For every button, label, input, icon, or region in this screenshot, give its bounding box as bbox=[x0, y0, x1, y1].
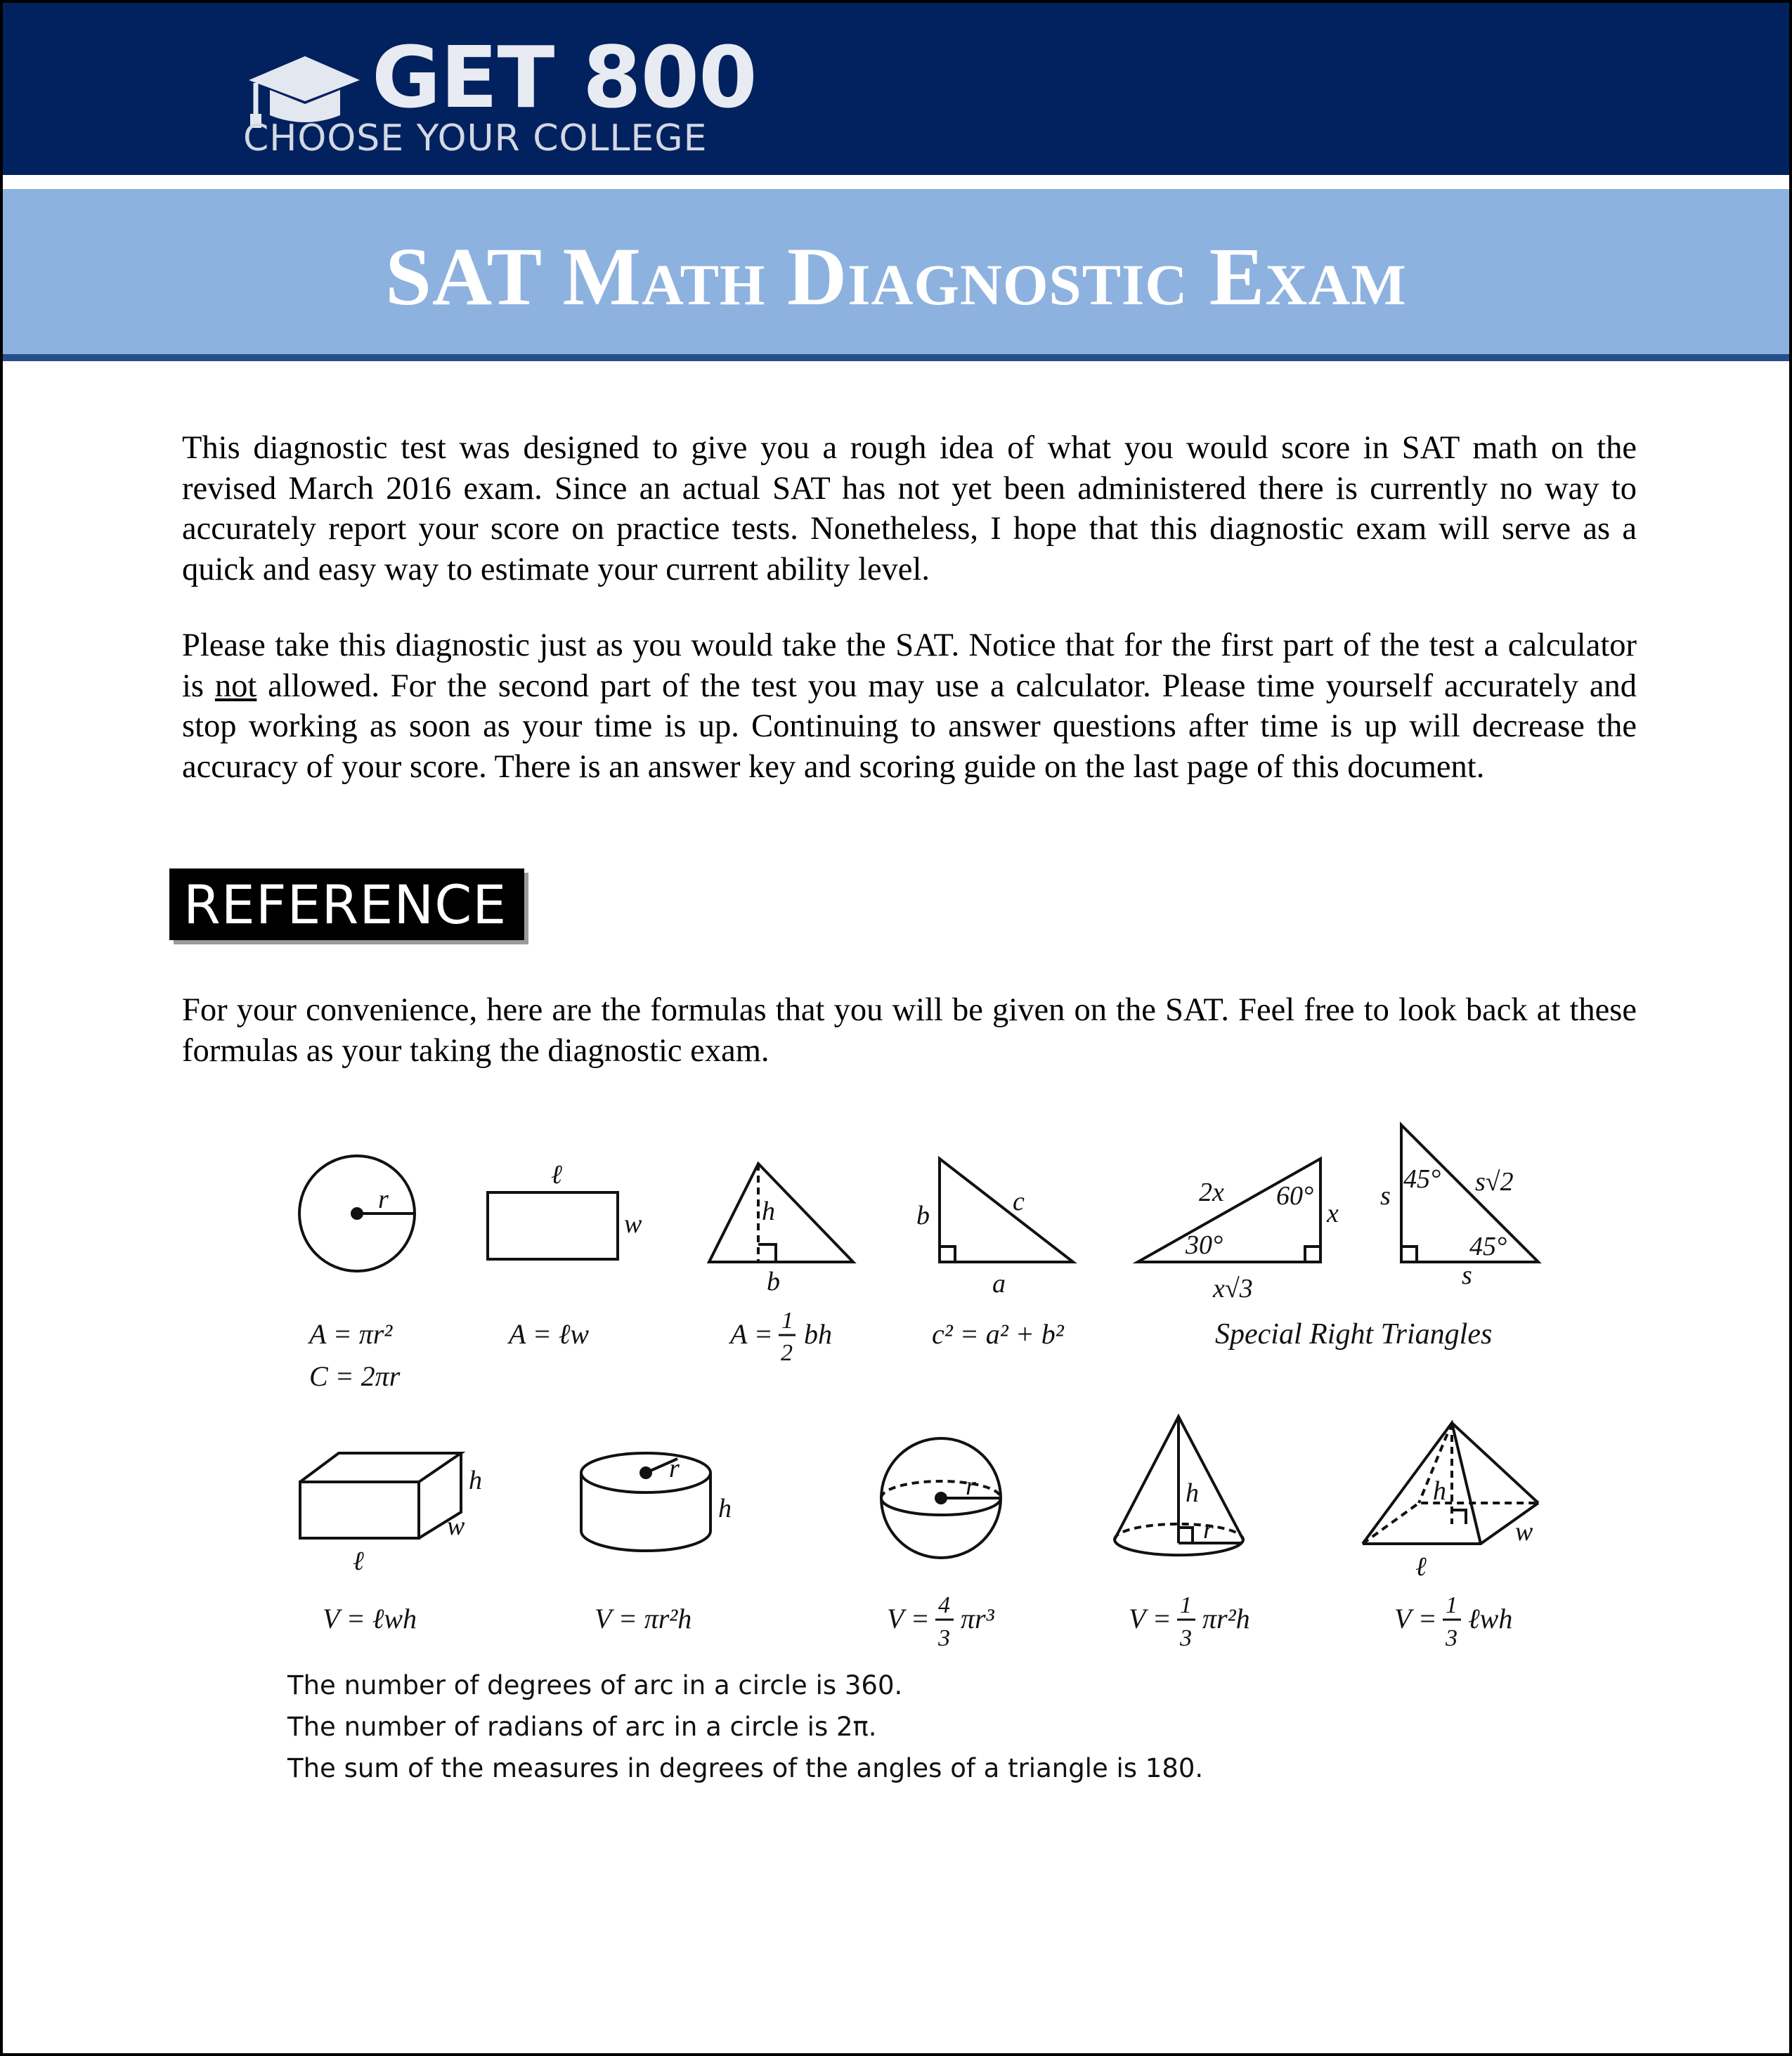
t30-2x-label: 2x bbox=[1199, 1178, 1224, 1207]
box-figure bbox=[300, 1453, 461, 1538]
sphere-fraction-denominator: 3 bbox=[938, 1625, 950, 1651]
cone-volume-prefix: V = bbox=[1129, 1603, 1171, 1634]
rt-c-label: c bbox=[1013, 1187, 1025, 1216]
sphere-volume-prefix: V = bbox=[887, 1603, 930, 1634]
intro-paragraph-1: This diagnostic test was designed to give you a rough idea of what you would score in SAT math on the revised March 2016 exam. Since an actual SAT has not yet been administered there is currently no way to accurately report your score on practice tests. Nonetheless, I hope that this diagnostic exam will serve as a quick and easy way to estimate your current ability level. bbox=[182, 430, 1637, 587]
rt-a-label: a bbox=[992, 1269, 1006, 1299]
t30-30deg-label: 30° bbox=[1186, 1230, 1223, 1260]
cyl-r-label: r bbox=[669, 1454, 680, 1483]
page-title: SAT Math Diagnostic Exam bbox=[385, 230, 1407, 323]
t45-45deg-top-label: 45° bbox=[1403, 1164, 1441, 1194]
tri-area-suffix: bh bbox=[804, 1318, 832, 1350]
circle-figure bbox=[299, 1156, 415, 1271]
cone-figure bbox=[1115, 1417, 1243, 1555]
fact-radians: The number of radians of arc in a circle is 2π. bbox=[287, 1712, 877, 1742]
sphere-fraction-numerator: 4 bbox=[938, 1592, 950, 1618]
sphere-r-label: r bbox=[966, 1471, 976, 1501]
box-volume-formula: V = ℓwh bbox=[323, 1603, 417, 1634]
t30-xroot3-label: x√3 bbox=[1213, 1274, 1253, 1303]
t45-s-bottom-label: s bbox=[1462, 1261, 1472, 1290]
cylinder-volume-formula: V = πr²h bbox=[595, 1603, 692, 1634]
circle-r-label: r bbox=[378, 1185, 389, 1214]
t45-s-left-label: s bbox=[1380, 1181, 1391, 1211]
intro-p2-part-a: Please take this diagnostic just as you would take the SAT. Notice that for the first part of the test a calculator is bbox=[182, 627, 1637, 704]
circle-area-formula: A = πr² bbox=[309, 1318, 393, 1350]
rect-w-label: w bbox=[624, 1209, 642, 1239]
pyr-w-label: w bbox=[1515, 1517, 1533, 1547]
pyramid-fraction-denominator: 3 bbox=[1446, 1625, 1457, 1651]
t45-45deg-bottom-label: 45° bbox=[1469, 1232, 1507, 1261]
tri-area-denominator: 2 bbox=[781, 1340, 793, 1366]
pyramid-volume-suffix: ℓwh bbox=[1468, 1603, 1513, 1634]
t30-x-label: x bbox=[1327, 1199, 1339, 1228]
rectangle-figure bbox=[488, 1192, 618, 1259]
tri-b-label: b bbox=[767, 1267, 780, 1296]
special-triangles-caption: Special Right Triangles bbox=[1215, 1318, 1493, 1351]
cylinder-figure bbox=[581, 1453, 710, 1551]
pyr-h-label: h bbox=[1433, 1476, 1446, 1506]
cyl-h-label: h bbox=[718, 1494, 732, 1523]
intro-p2-part-b: allowed. For the second part of the test you may use a calculator. Please time yourself accurately and stop working as soon as your time is up. Continuing to answer questions after time is up will decrease the accuracy of your score. There is an answer key and scoring guide on the last page of this document. bbox=[182, 668, 1637, 785]
circle-circumference-formula: C = 2πr bbox=[309, 1360, 401, 1392]
rect-area-formula: A = ℓw bbox=[509, 1318, 590, 1350]
pyramid-volume-prefix: V = bbox=[1394, 1603, 1437, 1634]
box-h-label: h bbox=[469, 1466, 482, 1495]
cone-volume-suffix: πr²h bbox=[1202, 1603, 1250, 1634]
cone-fraction-denominator: 3 bbox=[1180, 1625, 1192, 1651]
cone-r-label: r bbox=[1203, 1515, 1214, 1544]
sphere-volume-suffix: πr³ bbox=[961, 1603, 994, 1634]
reference-heading: REFERENCE bbox=[183, 873, 507, 936]
tri-h-label: h bbox=[762, 1197, 775, 1226]
t45-sroot2-label: s√2 bbox=[1475, 1167, 1514, 1197]
cone-fraction-numerator: 1 bbox=[1180, 1592, 1192, 1618]
fact-triangle-sum: The sum of the measures in degrees of the angles of a triangle is 180. bbox=[287, 1753, 1204, 1783]
sphere-figure bbox=[881, 1438, 1001, 1558]
rt-b-label: b bbox=[916, 1201, 930, 1230]
t30-60deg-label: 60° bbox=[1276, 1181, 1314, 1211]
pyr-l-label: ℓ bbox=[1415, 1552, 1427, 1582]
pyramid-fraction-numerator: 1 bbox=[1446, 1592, 1457, 1618]
rect-l-label: ℓ bbox=[551, 1160, 562, 1190]
triangle-figure bbox=[709, 1164, 853, 1262]
tri-area-prefix: A = bbox=[730, 1318, 773, 1350]
not-emphasis: not bbox=[214, 668, 257, 704]
pythagorean-formula: c² = a² + b² bbox=[932, 1318, 1064, 1350]
reference-intro: For your convenience, here are the formulas that you will be given on the SAT. Feel free to look back at these formulas as your taking the diagnostic exam. bbox=[182, 992, 1637, 1069]
fact-degrees: The number of degrees of arc in a circle is 360. bbox=[287, 1670, 903, 1700]
right-triangle-figure bbox=[940, 1159, 1073, 1262]
pyramid-figure bbox=[1363, 1423, 1538, 1544]
cone-h-label: h bbox=[1186, 1478, 1199, 1508]
logo-wordmark: GET 800 bbox=[372, 30, 757, 127]
reference-facts bbox=[287, 1665, 1203, 1789]
box-l-label: ℓ bbox=[353, 1547, 364, 1576]
box-w-label: w bbox=[447, 1511, 465, 1541]
logo-tagline: CHOOSE YOUR COLLEGE bbox=[243, 117, 708, 160]
tri-area-numerator: 1 bbox=[781, 1308, 793, 1334]
